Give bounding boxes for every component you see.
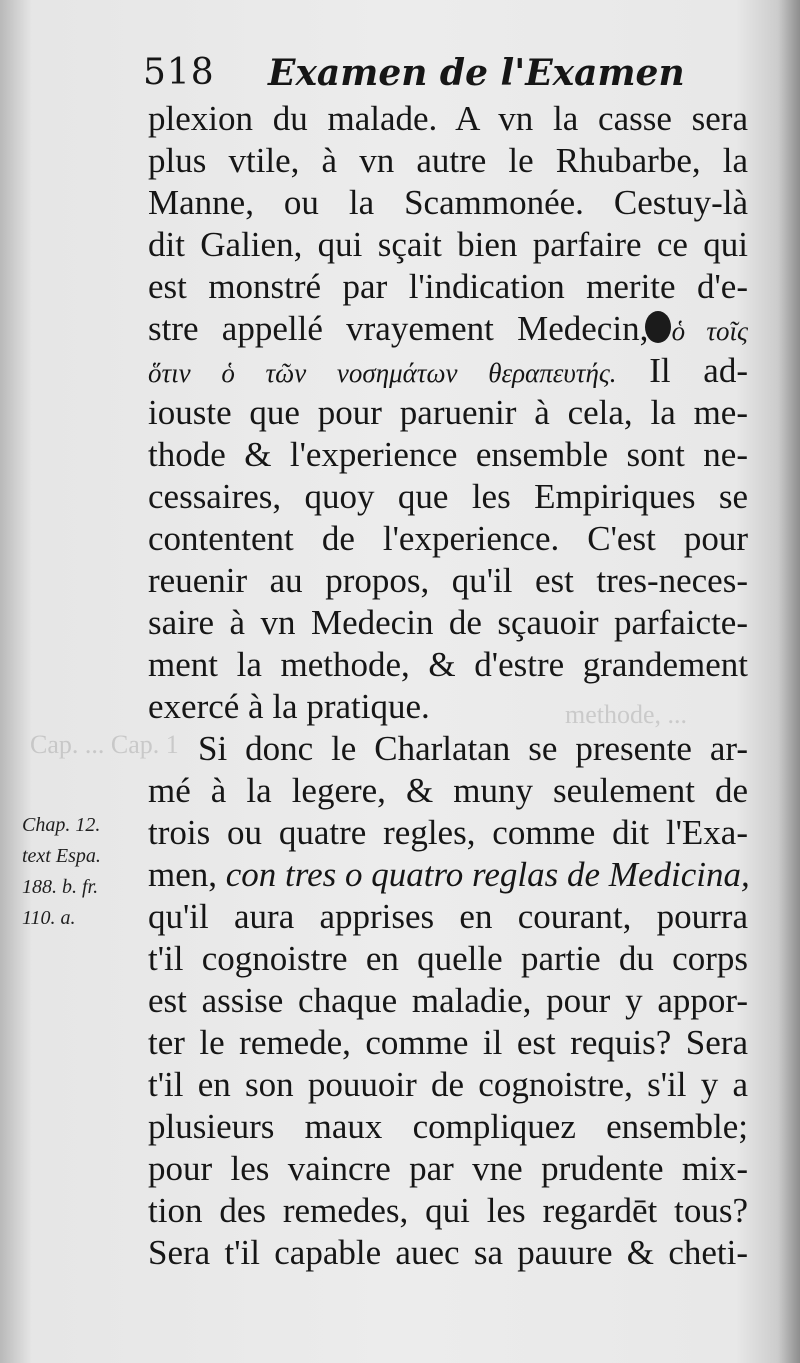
text-line: reuenir au propos, qu'il est tres-neces- bbox=[148, 561, 748, 600]
margin-note-line: 110. a. bbox=[22, 907, 76, 929]
text-line: plus vtile, à vn autre le Rhubarbe, la bbox=[148, 141, 748, 180]
text-line: iouste que pour paruenir à cela, la me- bbox=[148, 393, 748, 432]
text-line: Sera t'il capable auec sa pauure & cheti- bbox=[148, 1233, 748, 1272]
page-number: 518 bbox=[143, 52, 215, 93]
text-line: pour les vaincre par vne prudente mix- bbox=[148, 1149, 748, 1188]
margin-note bbox=[22, 810, 147, 934]
text-line: stre appellé vrayement Medecin, ὁ τοῖς bbox=[148, 309, 748, 348]
text-line: mé à la legere, & muny seulement de bbox=[148, 771, 748, 810]
text-line: contentent de l'experience. C'est pour bbox=[148, 519, 748, 558]
margin-note-line: 188. b. fr. bbox=[22, 876, 99, 898]
page-edge-shadow bbox=[778, 0, 800, 1363]
running-title: Examen de l'Examen bbox=[268, 52, 685, 94]
text-line: exercé à la pratique. bbox=[148, 687, 430, 726]
text-line: trois ou quatre regles, comme dit l'Exa- bbox=[148, 813, 748, 852]
spanish-quote: con tres o quatro reglas de Medicina, bbox=[225, 855, 750, 894]
text-line: dit Galien, qui sçait bien parfaire ce qui bbox=[148, 225, 748, 264]
text-line: est assise chaque maladie, pour y appor- bbox=[148, 981, 748, 1020]
text-line: est monstré par l'indication merite d'e- bbox=[148, 267, 748, 306]
text-line: men, con tres o quatro reglas de Medicina, bbox=[148, 855, 750, 894]
text-line: qu'il aura apprises en courant, pourra bbox=[148, 897, 748, 936]
text-line: saire à vn Medecin de sçauoir parfaicte- bbox=[148, 603, 748, 642]
margin-note-line: text Espa. bbox=[22, 845, 101, 867]
greek-phrase: ὁ τοῖς bbox=[671, 316, 748, 346]
bleed-through-text: Cap. ... Cap. 1 bbox=[30, 730, 179, 759]
text-line: ment la methode, & d'estre grandement bbox=[148, 645, 748, 684]
bleed-through-text: methode, ... bbox=[565, 700, 688, 729]
greek-phrase: ὅτιν ὁ τῶν νοσημάτων θεραπευτής. bbox=[148, 358, 617, 388]
paragraph-start: Si donc le Charlatan se presente ar- bbox=[198, 729, 748, 768]
text-line: Manne, ou la Scammonée. Cestuy-là bbox=[148, 183, 748, 222]
text-line: thode & l'experience ensemble sont ne- bbox=[148, 435, 748, 474]
text-line: plusieurs maux compliquez ensemble; bbox=[148, 1107, 748, 1146]
text-line: t'il cognoistre en quelle partie du corps bbox=[148, 939, 748, 978]
margin-note-line: Chap. 12. bbox=[22, 814, 101, 836]
text-line: t'il en son pouuoir de cognoistre, s'il y a bbox=[148, 1065, 748, 1104]
body-text bbox=[148, 98, 748, 1274]
text-line: tion des remedes, qui les regardēt tous? bbox=[148, 1191, 748, 1230]
text-line: ὅτιν ὁ τῶν νοσημάτων θεραπευτής. Il ad- bbox=[148, 351, 748, 390]
text-line: cessaires, quoy que les Empiriques se bbox=[148, 477, 748, 516]
text-line: ter le remede, comme il est requis? Sera bbox=[148, 1023, 748, 1062]
text-line: plexion du malade. A vn la casse sera bbox=[148, 99, 748, 138]
